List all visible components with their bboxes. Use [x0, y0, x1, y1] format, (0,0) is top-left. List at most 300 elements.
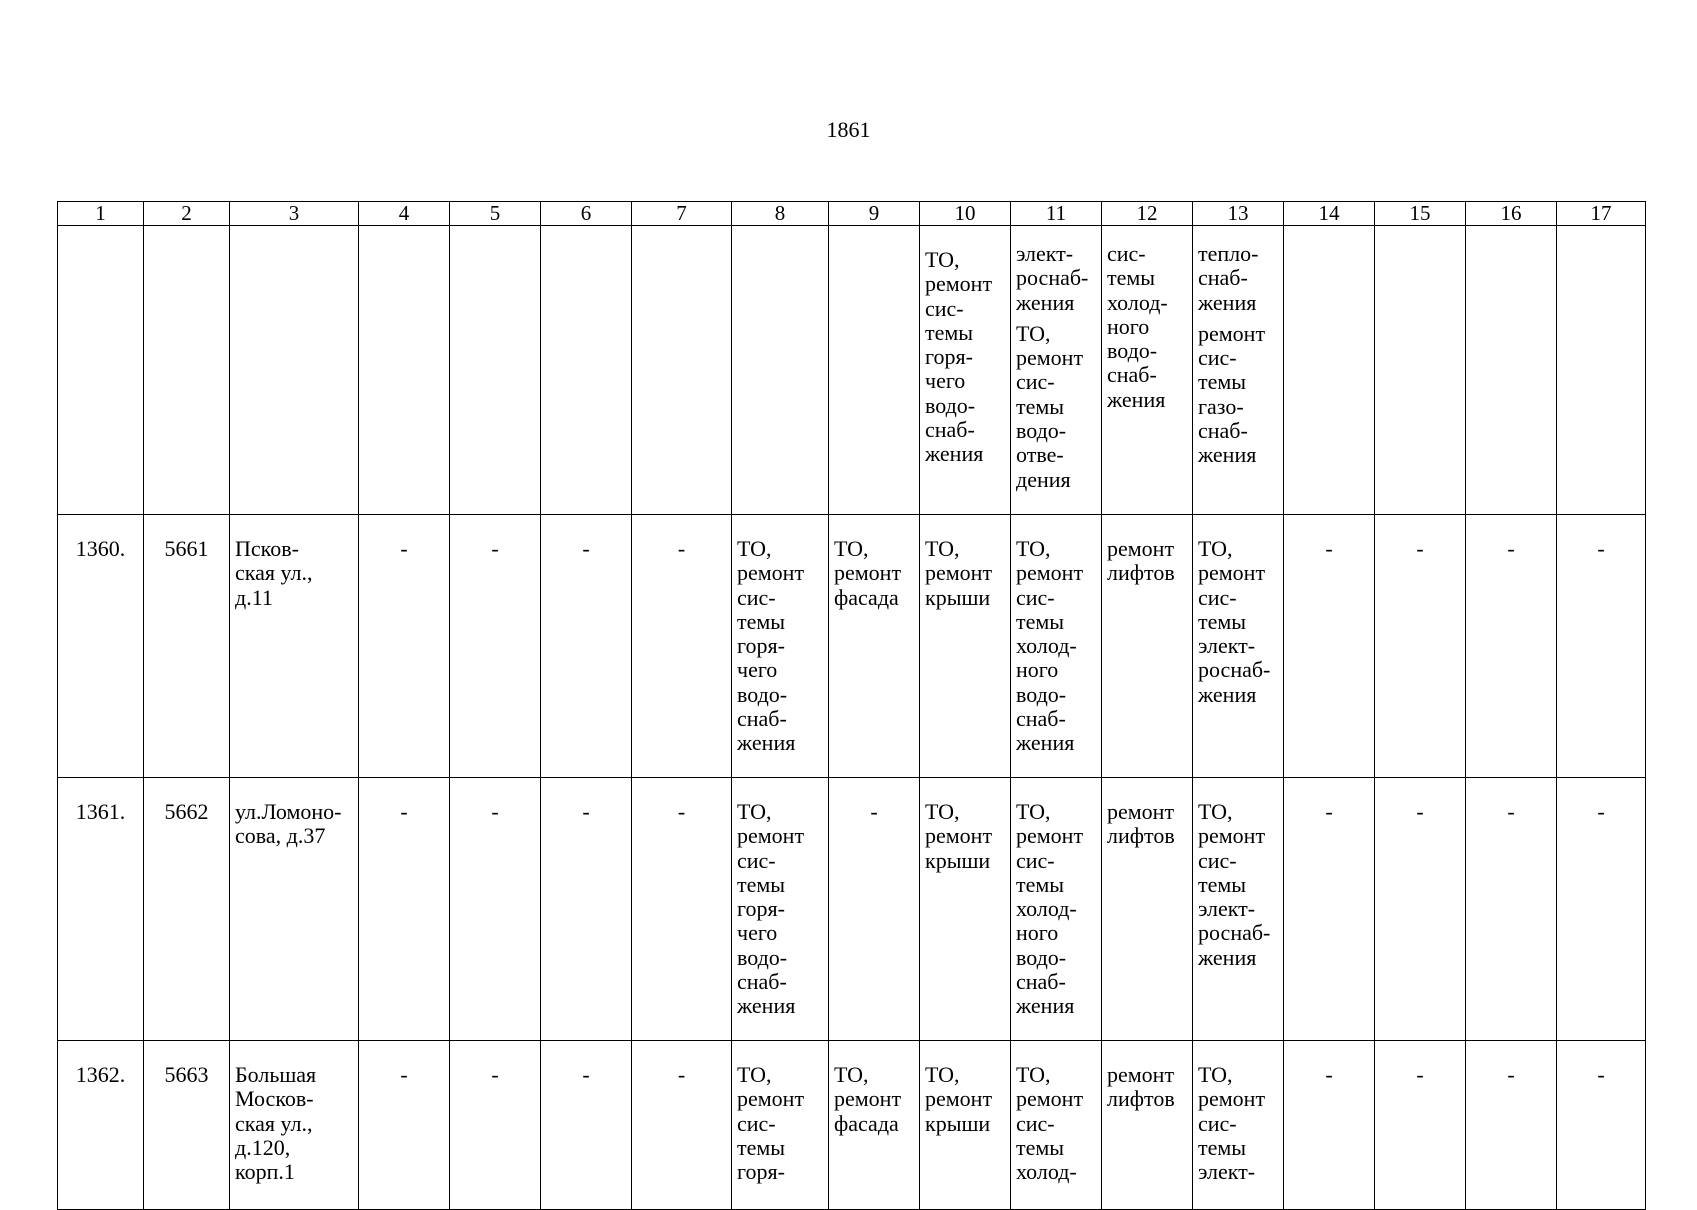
empty-cell [1375, 226, 1466, 515]
text-line: крыши [925, 1110, 991, 1136]
text-line: ТО, [1016, 320, 1051, 346]
text-line: снаб- [1016, 969, 1066, 995]
text-line: тепло- [1198, 241, 1259, 266]
cell-col2 [144, 515, 230, 778]
column-number: 6 [541, 202, 632, 226]
text-line: 5662 [164, 799, 209, 824]
text-line: снаб- [737, 706, 787, 732]
text-line: отве- [1016, 442, 1064, 468]
cell-text [1198, 800, 1279, 970]
text-line: жения [1016, 730, 1075, 756]
text-line: - [677, 536, 686, 561]
cell-col13 [1193, 226, 1284, 515]
text-line: фасада [834, 1110, 899, 1136]
cell-col12 [1102, 515, 1193, 778]
text-line: сова, д.37 [235, 823, 326, 849]
cell-col15 [1375, 515, 1466, 778]
text-line: горя- [737, 896, 785, 922]
text-line: ремонт [1016, 560, 1084, 586]
column-number: 16 [1466, 202, 1557, 226]
text-line: жения [1016, 993, 1075, 1019]
text-line: сис- [1198, 847, 1237, 873]
cell-text [829, 800, 919, 824]
column-number: 12 [1102, 202, 1193, 226]
text-line: д.11 [235, 584, 273, 610]
text-line: ТО, [1016, 1062, 1051, 1087]
text-line: ремонт [834, 1086, 902, 1112]
table-row [58, 1041, 1646, 1210]
cell-text [1198, 1063, 1279, 1184]
text-line: Псков- [235, 536, 299, 561]
text-line: ремонт [925, 271, 993, 297]
text-line: элект- [1198, 633, 1256, 659]
cell-text [144, 537, 229, 561]
text-line: темы [1198, 608, 1247, 634]
text-line: - [400, 799, 408, 824]
empty-cell [1284, 226, 1375, 515]
cell-text [450, 800, 540, 824]
text-line: темы [1198, 1134, 1247, 1160]
table-row [58, 778, 1646, 1041]
column-number: 14 [1284, 202, 1375, 226]
text-line: темы [1198, 369, 1247, 395]
text-line: газо- [1198, 393, 1244, 419]
empty-cell [1466, 226, 1557, 515]
cell-text [1375, 800, 1465, 824]
cell-col1 [58, 1041, 144, 1210]
text-line: ремонт [737, 823, 805, 849]
text-line: жения [1107, 386, 1166, 412]
text-line: - [1325, 1062, 1333, 1087]
cell-text [235, 537, 354, 610]
cell-text [144, 1063, 229, 1087]
text-line: крыши [925, 584, 991, 610]
text-line: жения [1198, 289, 1257, 315]
text-line: холод- [1016, 1159, 1077, 1185]
text-line: темы [1016, 608, 1065, 634]
text-line: ремонт [834, 560, 902, 586]
text-line: водо- [737, 944, 788, 970]
cell-col4 [359, 778, 450, 1041]
cell-text [1016, 322, 1097, 492]
text-line: - [1416, 799, 1424, 824]
cell-col12 [1102, 778, 1193, 1041]
text-line: - [1325, 536, 1333, 561]
text-line: ТО, [1016, 536, 1051, 561]
cell-text [925, 248, 1006, 467]
cell-text [632, 800, 731, 824]
text-line: ТО, [834, 536, 869, 561]
text-line: темы [1198, 871, 1247, 897]
text-line: снаб- [1107, 362, 1157, 388]
text-line: ремонт [1198, 320, 1266, 346]
cell-col15 [1375, 1041, 1466, 1210]
text-line: элект- [1198, 896, 1256, 922]
text-line: - [1416, 536, 1424, 561]
cell-col8 [732, 1041, 829, 1210]
text-line: ская ул., [235, 1110, 313, 1136]
text-line: ТО, [834, 1062, 869, 1087]
text-line: - [1597, 536, 1605, 561]
text-line: лифтов [1107, 823, 1175, 849]
cell-text [1107, 800, 1188, 849]
text-line: сис- [1198, 1110, 1237, 1136]
column-number: 8 [732, 202, 829, 226]
text-line: сис- [1198, 584, 1237, 610]
text-line: д.120, [235, 1134, 291, 1160]
column-number: 9 [829, 202, 920, 226]
cell-col14 [1284, 515, 1375, 778]
cell-text [1284, 537, 1374, 561]
text-line: ТО, [1198, 1062, 1233, 1087]
text-line: жения [1198, 944, 1257, 970]
empty-cell [829, 226, 920, 515]
cell-col11 [1011, 226, 1102, 515]
text-line: - [582, 799, 590, 824]
cell-col1 [58, 778, 144, 1041]
text-line: чего [737, 920, 778, 946]
text-line: ремонт [1016, 1086, 1084, 1112]
text-line: - [1507, 536, 1515, 561]
text-line: фасада [834, 584, 899, 610]
text-line: водо- [1016, 944, 1067, 970]
cell-col17 [1557, 778, 1646, 1041]
cell-text [235, 800, 354, 849]
cell-text [541, 800, 631, 824]
text-line: горя- [925, 344, 973, 370]
cell-text [1016, 800, 1097, 1019]
column-number: 13 [1193, 202, 1284, 226]
text-line: горя- [737, 633, 785, 659]
column-number: 5 [450, 202, 541, 226]
text-line: холод- [1016, 896, 1077, 922]
cell-col10 [920, 778, 1011, 1041]
cell-col11 [1011, 778, 1102, 1041]
cell-text [541, 537, 631, 561]
cell-text [1466, 537, 1556, 561]
text-line: - [1325, 799, 1333, 824]
text-line: темы [1107, 265, 1156, 291]
text-line: водо- [1016, 418, 1067, 444]
text-line: снаб- [925, 417, 975, 443]
column-number: 3 [230, 202, 359, 226]
text-line: ТО, [925, 799, 960, 824]
cell-text [58, 537, 143, 561]
text-line: ТО, [925, 536, 960, 561]
text-line: роснаб- [1016, 265, 1089, 291]
text-line: лифтов [1107, 560, 1175, 586]
text-line: снаб- [1198, 265, 1248, 291]
text-line: жения [925, 441, 984, 467]
cell-col8 [732, 778, 829, 1041]
column-number: 15 [1375, 202, 1466, 226]
cell-text [834, 1063, 915, 1136]
text-line: элект- [1198, 1159, 1256, 1185]
text-line: водо- [1107, 338, 1158, 364]
text-line: снаб- [1016, 706, 1066, 732]
column-number: 10 [920, 202, 1011, 226]
cell-col16 [1466, 1041, 1557, 1210]
text-line: ремонт [925, 823, 993, 849]
text-line: снаб- [1198, 418, 1248, 444]
cell-col2 [144, 1041, 230, 1210]
cell-text [834, 537, 915, 610]
cell-text [1198, 537, 1279, 707]
text-line: лифтов [1107, 1086, 1175, 1112]
text-line: Москов- [235, 1086, 314, 1112]
empty-cell [732, 226, 829, 515]
cell-col13 [1193, 1041, 1284, 1210]
text-line: - [1597, 1062, 1605, 1087]
cell-col11 [1011, 1041, 1102, 1210]
text-line: - [1507, 799, 1515, 824]
text-line: ТО, [925, 247, 960, 272]
cell-text [1107, 1063, 1188, 1112]
cell-text [1375, 1063, 1465, 1087]
empty-cell [450, 226, 541, 515]
column-number: 1 [58, 202, 144, 226]
empty-cell [632, 226, 732, 515]
cell-col8 [732, 515, 829, 778]
text-line: элект- [1016, 241, 1074, 266]
text-line: сис- [1198, 345, 1237, 371]
text-line: жения [1016, 289, 1075, 315]
column-number-row [58, 202, 1646, 226]
column-number: 2 [144, 202, 230, 226]
continuation-row [58, 226, 1646, 515]
cell-text [1016, 242, 1097, 315]
text-line: жения [1198, 442, 1257, 468]
page-number: 1861 [826, 117, 871, 142]
text-line: холод- [1016, 633, 1077, 659]
text-line: ремонт [925, 1086, 993, 1112]
text-line: - [677, 1062, 686, 1087]
text-line: 1361. [75, 799, 126, 824]
text-line: ремонт [1016, 823, 1084, 849]
text-line: темы [737, 871, 786, 897]
cell-text [235, 1063, 354, 1184]
cell-text [1198, 322, 1279, 468]
text-line: темы [1016, 1134, 1065, 1160]
text-line: ТО, [925, 1062, 960, 1087]
cell-text [925, 800, 1006, 873]
text-line: сис- [1016, 584, 1055, 610]
cell-text [58, 1063, 143, 1087]
text-line: снаб- [737, 969, 787, 995]
empty-cell [541, 226, 632, 515]
text-line: роснаб- [1198, 657, 1271, 683]
text-line: водо- [925, 392, 976, 418]
text-line: ская ул., [235, 560, 313, 586]
text-line: ул.Ломоно- [235, 799, 342, 824]
text-line: сис- [1016, 1110, 1055, 1136]
cell-col7 [632, 1041, 732, 1210]
cell-text [632, 537, 731, 561]
cell-text [144, 800, 229, 824]
cell-col15 [1375, 778, 1466, 1041]
text-line: - [400, 536, 408, 561]
text-line: сис- [1016, 847, 1055, 873]
cell-col3 [230, 515, 359, 778]
cell-col6 [541, 778, 632, 1041]
cell-col4 [359, 1041, 450, 1210]
text-line: - [491, 799, 499, 824]
cell-col16 [1466, 778, 1557, 1041]
text-line: Большая [235, 1062, 317, 1087]
cell-text [359, 800, 449, 824]
cell-text [1557, 537, 1645, 561]
text-line: крыши [925, 847, 991, 873]
cell-text [1466, 1063, 1556, 1087]
text-line: - [582, 536, 590, 561]
cell-col16 [1466, 515, 1557, 778]
text-line: жения [737, 730, 796, 756]
text-line: водо- [1016, 681, 1067, 707]
text-line: ТО, [1016, 799, 1051, 824]
cell-text [737, 1063, 824, 1184]
cell-col9 [829, 515, 920, 778]
cell-text [1107, 242, 1188, 412]
cell-col5 [450, 778, 541, 1041]
text-line: темы [737, 1134, 786, 1160]
empty-cell [144, 226, 230, 515]
text-line: 5663 [164, 1062, 209, 1087]
text-line: 1362. [75, 1062, 126, 1087]
column-number: 11 [1011, 202, 1102, 226]
text-line: сис- [737, 1110, 776, 1136]
text-line: ТО, [1198, 536, 1233, 561]
cell-col13 [1193, 515, 1284, 778]
text-line: ного [1016, 657, 1059, 683]
text-line: - [677, 799, 686, 824]
text-line: ТО, [737, 1062, 772, 1087]
column-number: 17 [1557, 202, 1646, 226]
cell-text [1557, 800, 1645, 824]
text-line: ТО, [1198, 799, 1233, 824]
text-line: ремонт [1107, 1062, 1175, 1087]
text-line: чего [737, 657, 778, 683]
cell-text [737, 537, 824, 756]
cell-text [450, 1063, 540, 1087]
text-line: водо- [737, 681, 788, 707]
text-line: ремонт [1107, 799, 1175, 824]
cell-text [632, 1063, 731, 1087]
text-line: ремонт [1198, 560, 1266, 586]
cell-col3 [230, 1041, 359, 1210]
column-number: 7 [632, 202, 732, 226]
register-table [57, 201, 1646, 1210]
cell-text [359, 537, 449, 561]
text-line: 5661 [164, 536, 209, 561]
cell-col10 [920, 1041, 1011, 1210]
text-line: - [1507, 1062, 1515, 1087]
text-line: ремонт [737, 1086, 805, 1112]
text-line: сис- [925, 295, 964, 321]
text-line: ремонт [925, 560, 993, 586]
text-line: - [491, 1062, 499, 1087]
text-line: ремонт [1198, 1086, 1266, 1112]
empty-cell [1557, 226, 1646, 515]
cell-text [541, 1063, 631, 1087]
cell-col10 [920, 515, 1011, 778]
text-line: ремонт [1107, 536, 1175, 561]
cell-text [58, 800, 143, 824]
empty-cell [359, 226, 450, 515]
text-line: сис- [737, 847, 776, 873]
cell-col13 [1193, 778, 1284, 1041]
cell-col12 [1102, 226, 1193, 515]
text-line: ремонт [1198, 823, 1266, 849]
cell-col3 [230, 778, 359, 1041]
text-line: сис- [1107, 241, 1146, 266]
cell-text [1107, 537, 1188, 586]
text-line: ремонт [737, 560, 805, 586]
cell-col17 [1557, 515, 1646, 778]
column-number: 4 [359, 202, 450, 226]
cell-text [737, 800, 824, 1019]
text-line: - [400, 1062, 408, 1087]
cell-text [1557, 1063, 1645, 1087]
cell-col4 [359, 515, 450, 778]
cell-col5 [450, 1041, 541, 1210]
text-line: темы [737, 608, 786, 634]
cell-text [1016, 537, 1097, 756]
empty-cell [58, 226, 144, 515]
cell-col12 [1102, 1041, 1193, 1210]
text-line: ремонт [1016, 345, 1084, 371]
cell-col17 [1557, 1041, 1646, 1210]
text-line: жения [737, 993, 796, 1019]
cell-text [1284, 1063, 1374, 1087]
text-line: жения [1198, 681, 1257, 707]
text-line: горя- [737, 1159, 785, 1185]
text-line: - [870, 799, 878, 824]
text-line: - [491, 536, 499, 561]
cell-text [1284, 800, 1374, 824]
text-line: темы [925, 319, 974, 345]
cell-col6 [541, 1041, 632, 1210]
cell-col6 [541, 515, 632, 778]
cell-col5 [450, 515, 541, 778]
text-line: - [1416, 1062, 1424, 1087]
cell-col10 [920, 226, 1011, 515]
text-line: ного [1107, 313, 1150, 339]
cell-text [1466, 800, 1556, 824]
cell-text [1375, 537, 1465, 561]
text-line: сис- [1016, 369, 1055, 395]
text-line: холод- [1107, 289, 1168, 315]
text-line: 1360. [75, 536, 126, 561]
cell-text [1198, 242, 1279, 315]
cell-col11 [1011, 515, 1102, 778]
text-line: ного [1016, 920, 1059, 946]
cell-text [925, 537, 1006, 610]
text-line: роснаб- [1198, 920, 1271, 946]
text-line: темы [1016, 871, 1065, 897]
cell-col7 [632, 515, 732, 778]
cell-col14 [1284, 778, 1375, 1041]
cell-text [450, 537, 540, 561]
cell-col14 [1284, 1041, 1375, 1210]
table-row [58, 515, 1646, 778]
cell-text [1016, 1063, 1097, 1184]
cell-col1 [58, 515, 144, 778]
text-line: темы [1016, 393, 1065, 419]
text-line: корп.1 [235, 1159, 295, 1185]
cell-text [925, 1063, 1006, 1136]
empty-cell [230, 226, 359, 515]
text-line: дения [1016, 466, 1071, 492]
